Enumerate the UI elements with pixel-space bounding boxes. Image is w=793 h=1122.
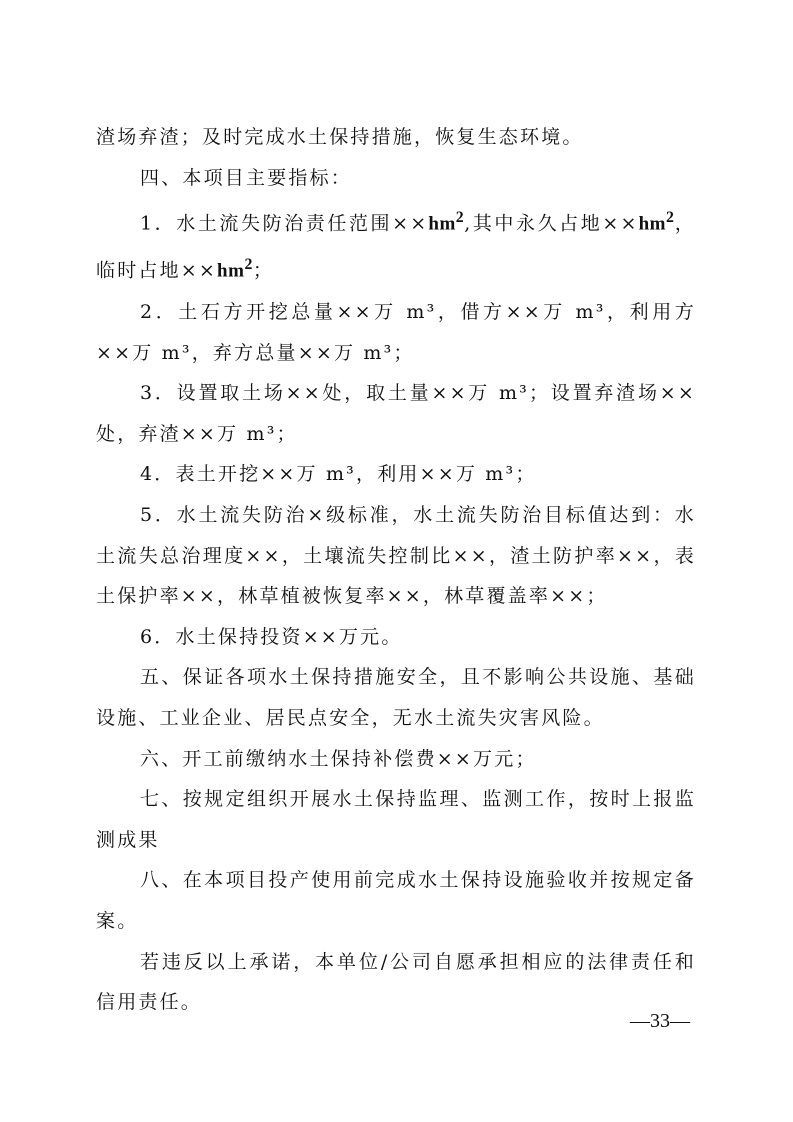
indicator-1-text-a: 1．水土流失防治责任范围×× xyxy=(140,212,429,235)
page-number: —33— xyxy=(630,1010,690,1032)
indicator-item-3: 3．设置取土场××处，取土量××万 m³；设置弃渣场××处，弃渣××万 m³； xyxy=(96,382,696,445)
indicator-item-1 xyxy=(96,198,696,292)
section-eight: 八、在本项目投产使用前完成水土保持设施验收并按规定备案。 xyxy=(96,869,696,932)
indicator-1-text-b: ,其中永久占地×× xyxy=(464,212,639,235)
commitment-statement: 若违反以上承诺，本单位/公司自愿承担相应的法律责任和信用责任。 xyxy=(96,950,696,1014)
unit-hm-2: hm xyxy=(638,213,666,235)
indicator-1-text-d: ； xyxy=(252,259,275,282)
section-five: 五、保证各项水土保持措施安全，且不影响公共设施、基础设施、工业企业、居民点安全，无水土流失灾害风险。 xyxy=(96,666,696,729)
paragraph-continuation: 渣场弃渣；及时完成水土保持措施，恢复生态环境。 xyxy=(96,126,584,148)
unit-superscript-2: 2 xyxy=(666,209,675,227)
unit-hm-1: hm xyxy=(428,213,456,235)
indicator-item-6: 6．水土保持投资××万元。 xyxy=(140,625,403,648)
section-six: 六、开工前缴纳水土保持补偿费××万元； xyxy=(140,747,537,770)
indicator-item-5: 5．水土流失防治×级标准，水土流失防治目标值达到：水土流失总治理度××，土壤流失控制比××，渣土防护率××，表土保护率××，林草植被恢复率××，林草覆盖率××； xyxy=(96,504,696,608)
unit-superscript-3: 2 xyxy=(244,256,253,274)
document-body xyxy=(96,117,696,1023)
section-seven: 七、按规定组织开展水土保持监理、监测工作，按时上报监测成果 xyxy=(96,788,696,851)
indicator-1-text-c: ，临时占地×× xyxy=(96,212,697,282)
indicator-item-4: 4．表土开挖××万 m³，利用××万 m³； xyxy=(140,463,537,486)
unit-hm-3: hm xyxy=(217,260,245,282)
unit-superscript-1: 2 xyxy=(455,209,465,227)
section-heading-four: 四、本项目主要指标： xyxy=(140,166,353,189)
indicator-item-2: 2．土石方开挖总量××万 m³，借方××万 m³，利用方××万 m³，弃方总量××万 m³； xyxy=(96,301,696,364)
